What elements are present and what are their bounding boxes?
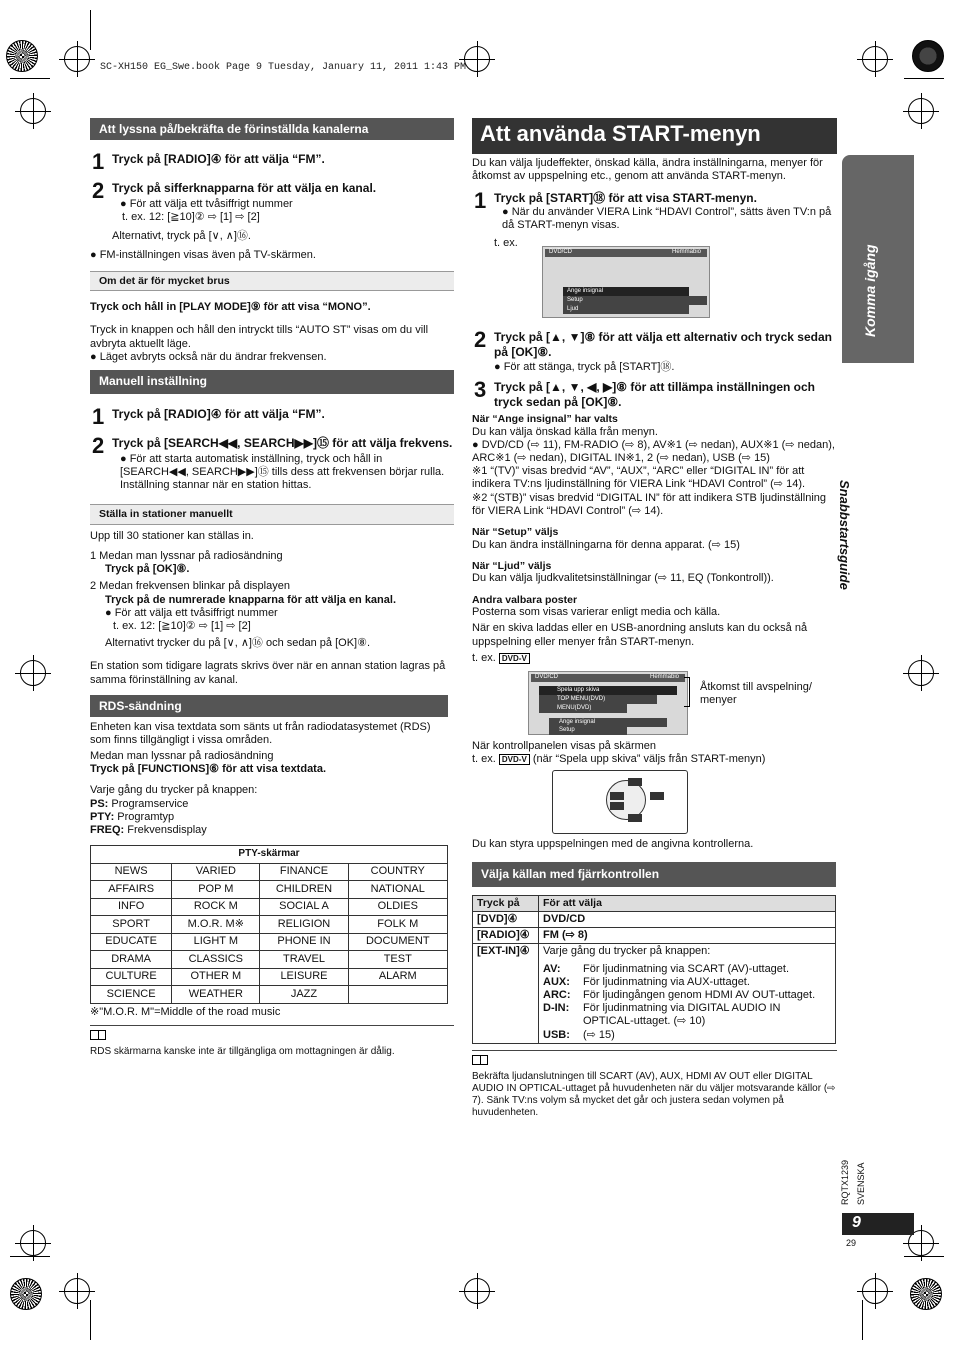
subsection-manual-stations: Ställa in stationer manuellt: [90, 504, 454, 525]
connection-note: Bekräfta ljudanslutningen till SCART (AV), AUX, HDMI AV OUT eller DIGITAL AUDIO IN OPTICAL-uttaget på huvudenheten när du väljer motsvarande källor (⇨ 7). Sänk TV:ns volym så mycket det går och justera sedan volymen på huvudenheten.: [472, 1070, 836, 1118]
sheet-number: 29: [846, 1238, 857, 1248]
table-cell: TEST: [348, 951, 447, 969]
forward-button-icon: [650, 792, 664, 800]
crosshair-mark: [908, 98, 934, 124]
section-title-preset: Att lyssna på/bekräfta de förinställda kanalerna: [90, 118, 454, 140]
column-header: För att välja: [539, 896, 836, 912]
table-cell: FINANCE: [260, 863, 348, 881]
table-cell: M.O.R. M※: [172, 916, 260, 934]
andra-example: t. ex. DVD-V: [472, 652, 837, 665]
footnote-2: ※2 “(STB)” visas bredvid “DIGITAL IN” för att indikera STB ljudinställning för VIERA Link “HDAVI Control” (⇨ 14).: [472, 491, 826, 517]
table-row: [91, 968, 448, 986]
pty-header: PTY-skärmar: [91, 846, 448, 864]
crop-line: [904, 1256, 944, 1257]
right-column: [472, 118, 837, 1119]
crop-line: [862, 1300, 863, 1340]
table-cell: FOLK M: [348, 916, 447, 934]
step-number: 2: [474, 327, 487, 353]
heading-insignal: När “Ange insignal” har valts: [472, 413, 618, 426]
setup-text: Du kan ändra inställningarna för denna apparat. (⇨ 15): [472, 538, 740, 551]
step-number: 1: [474, 188, 487, 214]
table-row: [91, 863, 448, 881]
noise-note: ● Läget avbryts också när du ändrar frekvensen.: [90, 350, 327, 363]
bullet: ● När du använder VIERA Link “HDAVI Control”, sätts även TV:n på då START-menyn visas.: [502, 205, 832, 231]
crop-line: [90, 1300, 91, 1340]
table-cell: PHONE IN: [260, 933, 348, 951]
screen-menu-item: Setup: [563, 296, 707, 305]
control-panel-example: t. ex. DVD-V (när “Spela upp skiva” väljs från START-menyn): [472, 753, 766, 766]
step-text: Tryck på [RADIO]④ för att välja “FM”.: [112, 406, 325, 421]
table-cell: LEISURE: [260, 968, 348, 986]
list-item-bullet: ● För att välja ett tvåsiffrigt nummer: [105, 606, 278, 619]
alt-text: Alternativt, tryck på [∨, ∧]⑯.: [112, 230, 251, 243]
table-cell: NATIONAL: [348, 881, 447, 899]
print-header: SC-XH150 EG_Swe.book Page 9 Tuesday, January 11, 2011 1:43 PM: [100, 62, 467, 73]
left-column: [90, 118, 454, 1058]
table-cell: DRAMA: [91, 951, 172, 969]
table-cell: RELIGION: [260, 916, 348, 934]
crosshair-mark: [862, 46, 888, 72]
step-number: 3: [474, 377, 487, 403]
example-label: t. ex.: [494, 237, 518, 250]
list-item-example: t. ex. 12: [≧10]② ⇨ [1] ⇨ [2]: [113, 619, 251, 632]
table-cell: CHILDREN: [260, 881, 348, 899]
ext-item: USB: (⇨ 15): [543, 1028, 615, 1041]
crosshair-mark: [20, 98, 46, 124]
step-text: Tryck på [SEARCH◀◀, SEARCH▶▶]⑮ för att välja frekvens.: [112, 436, 453, 451]
table-cell: ALARM: [348, 968, 447, 986]
screen-menu-item: Ljud: [563, 305, 689, 314]
table-row: [91, 898, 448, 916]
note-book-icon: [90, 1030, 106, 1040]
noise-text: Tryck in knappen och håll den intryckt tills “AUTO ST” visas om du vill avbryta aktuellt läge.: [90, 324, 429, 350]
note: ● FM-inställningen visas även på TV-skärmen.: [90, 249, 316, 262]
rds-ps: PS: Programservice: [90, 797, 189, 810]
example: t. ex. 12: [≧10]② ⇨ [1] ⇨ [2]: [122, 210, 260, 223]
bullet: ● För att välja ett tvåsiffrigt nummer: [120, 197, 293, 210]
stations-count: Upp till 30 stationer kan ställas in.: [90, 529, 254, 542]
step-number: 2: [92, 178, 105, 204]
table-cell: WEATHER: [172, 986, 260, 1004]
source-table: [472, 895, 836, 1043]
noise-instruction: Tryck och håll in [PLAY MODE]⑨ för att visa “MONO”.: [90, 301, 371, 314]
step-number: 2: [92, 433, 105, 459]
screen-menu-item: Spela upp skiva: [539, 686, 677, 695]
list-item-bold: Tryck på de numrerade knapparna för att välja en kanal.: [105, 593, 397, 606]
ext-item: ARC: För ljudingången genom HDMI AV OUT-uttaget.: [543, 988, 816, 1001]
dvdv-badge: DVD-V: [499, 754, 530, 765]
disc-menu-screen: [528, 671, 688, 735]
step-2: [90, 178, 454, 243]
registration-sunburst-tr: [912, 40, 944, 72]
crop-line: [90, 10, 91, 50]
table-cell: AFFAIRS: [91, 881, 172, 899]
ext-item: AUX: För ljudinmatning via AUX-uttaget.: [543, 975, 750, 988]
stop-button-icon: [628, 814, 642, 822]
table-cell: CLASSICS: [172, 951, 260, 969]
andra-text-2: När en skiva laddas eller en USB-anordning ansluts kan du också nå uppspelning eller menyer från START-menyn.: [472, 622, 808, 648]
table-row: [91, 933, 448, 951]
heading-andra: Andra valbara poster: [472, 593, 578, 606]
screen-tab-right: Hemmabio: [671, 249, 701, 256]
step-number: 1: [92, 403, 105, 429]
list-item: 1 Medan man lyssnar på radiosändning: [90, 550, 283, 562]
rds-freq: FREQ: Frekvensdisplay: [90, 824, 207, 836]
registration-sunburst-bl: [10, 1278, 42, 1310]
rds-note: RDS skärmarna kanske inte är tillgängliga om mottagningen är dålig.: [90, 1046, 395, 1058]
start-menu-screen: [542, 246, 710, 318]
insignal-text: Du kan välja önskad källa från menyn.: [472, 425, 658, 438]
crosshair-mark: [64, 1278, 90, 1304]
table-row: [DVD]④ DVD/CD: [473, 912, 836, 928]
step-text: Tryck på [▲, ▼, ◀, ▶]⑧ för att tillämpa inställningen och tryck sedan på [OK]⑧.: [494, 380, 816, 409]
column-header: Tryck på: [473, 896, 539, 912]
crosshair-mark: [862, 1278, 888, 1304]
screen-tab-left: DVD/CD: [549, 249, 573, 256]
crosshair-mark: [20, 1230, 46, 1256]
table-cell: JAZZ: [260, 986, 348, 1004]
manual-step-2: [90, 433, 454, 492]
screen2-wrap: [472, 665, 837, 735]
table-cell: EDUCATE: [91, 933, 172, 951]
crosshair-mark: [908, 660, 934, 686]
table-row: [RADIO]④ FM (⇨ 8): [473, 928, 836, 944]
table-cell: SCIENCE: [91, 986, 172, 1004]
table-cell: ROCK M: [172, 898, 260, 916]
andra-text-1: Posterna som visas varierar enligt media och källa.: [472, 606, 721, 619]
crop-line: [10, 1256, 50, 1257]
rds-pty: PTY: Programtyp: [90, 810, 175, 823]
table-cell: INFO: [91, 898, 172, 916]
rds-each: Varje gång du trycker på knappen:: [90, 784, 258, 797]
table-cell: [348, 986, 447, 1004]
step-1: [90, 149, 454, 174]
crosshair-mark: [64, 46, 90, 72]
crosshair-mark: [464, 1278, 490, 1304]
step-number: 1: [92, 149, 105, 174]
overwrite-note: En station som tidigare lagrats skrivs över när en annan station lagras på samma förinställning av kanal.: [90, 660, 446, 686]
bullet: ● För att starta automatisk inställning, tryck och håll in [SEARCH◀◀, SEARCH▶▶]⑮ tills dess att frekvensen börjar rulla. Inställning stannar när en station hittas.: [120, 452, 445, 492]
section-title-manual: Manuell inställning: [90, 370, 454, 394]
section-title-remote: Välja källan med fjärrkontrollen: [472, 862, 836, 887]
language-label: SVENSKA: [856, 1162, 866, 1205]
page-title: Att använda START-menyn: [472, 118, 837, 154]
start-step-1: [472, 188, 837, 232]
control-panel-desc: Du kan styra uppspelningen med de angivna kontrollerna.: [472, 838, 754, 851]
control-panel-illustration: [472, 768, 837, 838]
crosshair-mark: [464, 46, 490, 72]
table-cell: NEWS: [91, 863, 172, 881]
screen-menu-item: Setup: [549, 726, 627, 735]
side-quick-label: Snabbstartsguide: [837, 480, 852, 590]
pty-table: [90, 845, 448, 1004]
divider: [472, 1050, 837, 1051]
callout-text: Åtkomst till avspelning/ menyer: [700, 680, 812, 707]
start-step-3: [472, 377, 837, 409]
rds-instruction: Tryck på [FUNCTIONS]⑥ för att visa textdata.: [90, 763, 327, 776]
ext-list: [543, 963, 831, 1042]
subsection-noise: Om det är för mycket brus: [90, 271, 454, 292]
list-item-bold: Tryck på [OK]⑧.: [105, 563, 190, 576]
step-text: Tryck på [RADIO]④ för att välja “FM”.: [112, 152, 325, 166]
model-code: RQTX1239: [840, 1159, 850, 1205]
table-cell: CULTURE: [91, 968, 172, 986]
screen-tab-left: DVD/CD: [535, 673, 559, 680]
footnote-1: ※1 “(TV)” visas bredvid “AV”, “AUX”, “ARC” eller “DIGITAL IN” för att indikera TV:ns ljudinställning för VIERA Link “HDAVI Control” (⇨ 14).: [472, 465, 806, 491]
manual-step-1: [90, 403, 454, 429]
table-cell: TRAVEL: [260, 951, 348, 969]
side-tab: [842, 155, 914, 363]
table-row: [EXT-IN]④ Varje gång du trycker på knappen: AV: För ljudinmatning via SCART (AV)-uttaget. AUX: För ljudinmatning via AUX-uttaget. ARC: För ljudingången genom HDMI AV OUT-uttaget. D-IN: För ljudinmatning via DIGITAL AUDIO IN OPTICAL-uttaget. (⇨ 10) USB: (⇨ 15): [473, 944, 836, 1043]
table-cell: SPORT: [91, 916, 172, 934]
table-cell: COUNTRY: [348, 863, 447, 881]
pty-footnote: ※"M.O.R. M"=Middle of the road music: [90, 1005, 281, 1018]
crop-line: [904, 78, 944, 79]
table-row: [91, 881, 448, 899]
play-button-icon: [610, 802, 624, 810]
pause-button-icon: [628, 778, 642, 786]
rds-intro: Enheten kan visa textdata som sänts ut från radiodatasystemet (RDS) som finns tillgängligt i vissa områden.: [90, 720, 431, 746]
table-cell: SOCIAL A: [260, 898, 348, 916]
crop-line: [10, 78, 50, 79]
table-cell: OLDIES: [348, 898, 447, 916]
screen-menu-item: Ange insignal: [549, 718, 667, 727]
step-text: Tryck på sifferknapparna för att välja en kanal.: [112, 181, 377, 196]
screen-menu-item: TOP MENU(DVD): [539, 695, 657, 704]
registration-sunburst-tl: [6, 40, 38, 72]
list-item: 2 Medan frekvensen blinkar på displayen: [90, 580, 290, 593]
ext-item: AV: För ljudinmatning via SCART (AV)-uttaget.: [543, 962, 790, 975]
step-text: Tryck på [▲, ▼]⑧ för att välja ett alternativ och tryck sedan på [OK]⑧.: [494, 330, 832, 359]
start-step-2: [472, 327, 837, 374]
bullet: ● För att stänga, tryck på [START]⑱.: [494, 361, 675, 374]
table-cell: OTHER M: [172, 968, 260, 986]
screen-menu-item: MENU(DVD): [539, 704, 627, 713]
side-tab-label: Komma igång: [862, 244, 878, 337]
screen-tab-right: Hemmabio: [649, 673, 679, 680]
section-title-rds: RDS-sändning: [90, 695, 448, 717]
callout-bracket: [684, 677, 690, 707]
table-row: [91, 986, 448, 1004]
table-row: [91, 916, 448, 934]
registration-sunburst-br: [910, 1278, 942, 1310]
control-panel-text: När kontrollpanelen visas på skärmen: [472, 739, 657, 752]
note-book-icon: [472, 1055, 488, 1065]
table-cell: LIGHT M: [172, 933, 260, 951]
table-cell: VARIED: [172, 863, 260, 881]
crosshair-mark: [20, 660, 46, 686]
table-cell: POP M: [172, 881, 260, 899]
step-text: Tryck på [START]⑱ för att visa START-menyn.: [494, 191, 757, 206]
ljud-text: Du kan välja ljudkvalitetsinställningar (⇨ 11, EQ (Tonkontroll)).: [472, 572, 774, 585]
table-row: [91, 951, 448, 969]
list-item-alt: Alternativt trycker du på [∨, ∧]⑯ och sedan på [OK]⑧.: [105, 637, 371, 650]
ext-item: D-IN: För ljudinmatning via DIGITAL AUDIO IN OPTICAL-uttaget. (⇨ 10): [543, 1002, 781, 1028]
table-cell: DOCUMENT: [348, 933, 447, 951]
heading-setup: När “Setup” väljs: [472, 525, 559, 538]
screen-menu-item: Ange insignal: [563, 287, 689, 296]
dvdv-badge: DVD-V: [499, 653, 530, 664]
rds-while: Medan man lyssnar på radiosändning: [90, 750, 274, 763]
page-number: 9: [842, 1213, 914, 1235]
heading-ljud: När “Ljud” väljs: [472, 559, 552, 572]
divider: [90, 1025, 454, 1026]
intro: Du kan välja ljudeffekter, önskad källa, ändra inställningarna, menyer för åtkomst av uppspelning etc., genom att använda START-menyn.: [472, 157, 823, 183]
insignal-list: ● DVD/CD (⇨ 11), FM-RADIO (⇨ 8), AV※1 (⇨ nedan), AUX※1 (⇨ nedan), ARC※1 (⇨ nedan), DIGITAL IN※1, 2 (⇨ nedan), USB (⇨ 15): [472, 438, 835, 465]
rewind-button-icon: [610, 792, 624, 800]
